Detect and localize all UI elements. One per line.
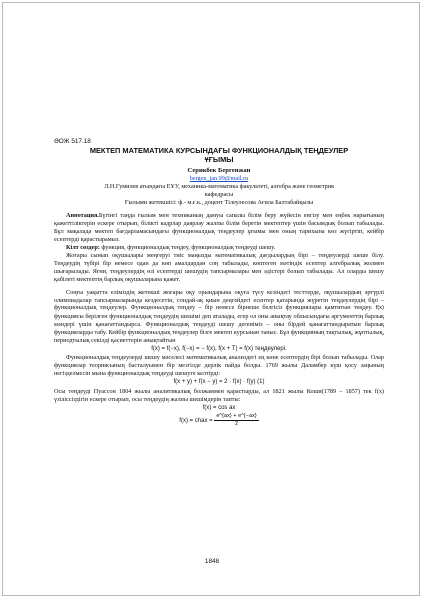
keywords-text: функция, функционалдық теңдеу, функционалдық теңдеуді шешу. — [99, 243, 276, 251]
equation-cosh: f(x) = chax = $\frac{e\^{}\{ax\} + e\^{}\{-ax\}}{2}$ — [179, 413, 257, 428]
paragraph-2: Соңғы уақытта еліміздің жетекші жоғары оқу орындарына оқуға түсу кезіндегі тесттерде, оқушылардың әртүрлі олимпиадалар тапсырмаларында кездесетін, сондай-ақ қиын деңгейдегі есептер қатарында жүретін теңдеулердің бірі – функционалдық теңдеулер. Функционалдық теңдеу – бір немесе бірнеше белгісіз функциялары қамтитын теңдеу. f(x) функциясы берілген функционалдық теңдеудің шешімі деп аталады, егер ол оны анықтау облысындағы аргументтің барлық мәндері үшін қанағаттандырса. Функционалдық теңдеуді шешу дегеніміз – оны бірдей қанағаттандыратын барлық функцияларды табу. Кейбір функционалдық теңдеулер бізге мектеп курсынан таныс. Бұл функцияның тақтылық, жұптылық, периодтылық секілді қасиеттерін анықтайтын — [54, 288, 384, 344]
fraction-numerator: e^{ax} + e^{−ax} — [214, 413, 258, 421]
paragraph-4: Осы теңдеуді Пуассон 1804 жылы аналитикалық болжаммен қарастырды, ал 1821 жылы Коши(1789 – 1857) тек f(x) үзіліссіздігін ескере отырып, осы теңдеудің жалпы шешімдерін тапты: — [54, 387, 384, 403]
page-number: 1848 — [204, 558, 220, 565]
fraction-denominator: 2 — [234, 421, 239, 428]
keywords-label: Кілт сөздер: — [66, 243, 100, 251]
keywords — [54, 244, 384, 252]
paragraph-1: Жоғары сынып оқушылары меңгеруі тиіс маңызды математикалық дағдылардың бірі – теңдеулерді шеше білу. Теңдеудің түбірі бір немесе одан да көп амалдардан соң табылады, көптеген мәтіндік есептер алгебралық жолмен шығарылады. Яғни, теңдеулердің өзі есептерді шешудің тапсырмалары мен әдістері болып табылады. Ал оларды шешу қабілеті мектептің барлық оқушыларына қажет. — [54, 251, 384, 283]
inline-formula-fx: f(x) — [375, 305, 384, 312]
equation-1: f(x + y) + f(x − y) = 2 · f(x) · f(y) (1) — [173, 379, 265, 386]
abstract-label: Аннотация. — [66, 212, 99, 220]
supervisor: Ғылыми жетекшісі: ф.- м.ғ.к., доцент Тілеулесова Ағила Балтабайқызы — [124, 199, 314, 207]
affiliation — [54, 183, 384, 199]
abstract — [54, 212, 384, 244]
author-email-link[interactable]: bergen_jan.99@mail.ru — [189, 175, 249, 183]
fraction — [214, 413, 258, 428]
abstract-text: Бүгінгі таңда ғылым мен техниканың дамуы сапалы білім беру жүйесін енгізу мен еңбек нарығының қажеттіліктерін ескере отырып, білікті кадрлар даярлау жалпы білім беретін мектептер үшін басымдық болып табылады. Бұл мақалада мектеп бағдарламасындағы функционалдық теңдеулер ұғымы мен оның тарихына көз жүгіртіп, кейбір есептерді қарастырамыз. — [54, 212, 384, 243]
affiliation-line-1: Л.Н.Гумилев атындағы ЕҰУ, механика-математика факультеті, алгебра және геометрия — [104, 183, 334, 191]
affiliation-line-2: кафедрасы — [204, 191, 234, 199]
author-name: Серикбек Бергенжан — [187, 166, 251, 174]
paragraph-3: Функционалдық теңдеулерді шешу мәселесі математикалық анализдегі ең көне есептердің бірі болып табылады. Олар функциялар теориясының басталуымен бір мезгілде дерлік пайда болды. 1769 жылы Даламбер күш қосу заңының негізделмесін мына функционалдық теңдеуді шешуге келтірді: — [54, 354, 384, 378]
document-page — [54, 138, 384, 430]
title-line-2: ҰҒЫМЫ — [204, 155, 234, 165]
article-title — [54, 147, 384, 165]
title-line-1: МЕКТЕП МАТЕМАТИКА КУРСЫНДАҒЫ ФУНКЦИОНАЛДЫҚ ТЕҢДЕУЛЕР — [89, 146, 349, 156]
udc-code: ӘОЖ 517.18 — [54, 138, 91, 145]
equation-parity: f(x) = f(−x), f(−x) = − f(x), f(x + T) = f(x) теңдеулері. — [151, 345, 287, 352]
equation-cos: f(x) = cos ax — [202, 404, 236, 411]
